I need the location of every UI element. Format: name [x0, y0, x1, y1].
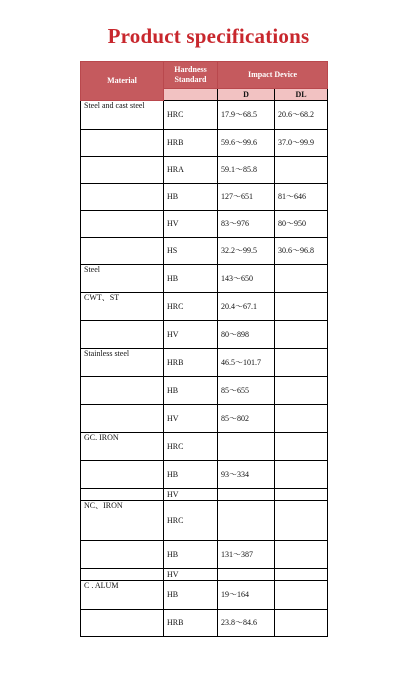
cell-impact-dl: 20.6～68.2 — [275, 101, 328, 130]
cell-hardness-standard: HV — [164, 405, 218, 433]
cell-material — [81, 157, 164, 184]
cell-material: NC、IRON — [81, 501, 164, 541]
cell-impact-d: 19～164 — [218, 581, 275, 610]
cell-impact-dl — [275, 377, 328, 405]
cell-impact-d: 85～655 — [218, 377, 275, 405]
cell-material — [81, 489, 164, 501]
cell-hardness-standard: HS — [164, 238, 218, 265]
cell-impact-d: 80～898 — [218, 321, 275, 349]
table-row — [81, 433, 328, 461]
cell-impact-dl — [275, 461, 328, 489]
cell-impact-dl — [275, 610, 328, 637]
cell-impact-dl: 30.6～96.8 — [275, 238, 328, 265]
cell-hardness-standard: HB — [164, 265, 218, 293]
cell-impact-d: 85～802 — [218, 405, 275, 433]
cell-material — [81, 377, 164, 405]
cell-material — [81, 184, 164, 211]
cell-material — [81, 610, 164, 637]
cell-hardness-standard: HRB — [164, 130, 218, 157]
table-row — [81, 461, 328, 489]
header-material: Material — [81, 62, 164, 101]
cell-impact-d: 23.8～84.6 — [218, 610, 275, 637]
cell-material: Steel and cast steel — [81, 101, 164, 130]
cell-impact-d — [218, 501, 275, 541]
cell-material — [81, 238, 164, 265]
cell-impact-dl — [275, 321, 328, 349]
cell-impact-d: 127～651 — [218, 184, 275, 211]
cell-material: C . ALUM — [81, 581, 164, 610]
cell-impact-dl — [275, 157, 328, 184]
table-row — [81, 541, 328, 569]
cell-impact-d: 59.6～99.6 — [218, 130, 275, 157]
table-row — [81, 405, 328, 433]
cell-impact-d: 32.2～99.5 — [218, 238, 275, 265]
cell-hardness-standard: HRC — [164, 101, 218, 130]
cell-hardness-standard: HRB — [164, 349, 218, 377]
cell-hardness-standard: HRB — [164, 610, 218, 637]
cell-hardness-standard: HB — [164, 541, 218, 569]
cell-hardness-standard: HV — [164, 211, 218, 238]
cell-impact-d — [218, 489, 275, 501]
table-row — [81, 489, 328, 501]
cell-impact-d — [218, 569, 275, 581]
cell-material — [81, 405, 164, 433]
table-row — [81, 321, 328, 349]
cell-impact-d: 20.4～67.1 — [218, 293, 275, 321]
cell-impact-d — [218, 433, 275, 461]
cell-hardness-standard: HRC — [164, 433, 218, 461]
table-row — [81, 184, 328, 211]
cell-material: Steel — [81, 265, 164, 293]
table-header-row — [81, 62, 328, 89]
cell-impact-dl — [275, 433, 328, 461]
cell-material — [81, 461, 164, 489]
table-row — [81, 265, 328, 293]
table-row — [81, 569, 328, 581]
cell-hardness-standard: HV — [164, 569, 218, 581]
table-row — [81, 157, 328, 184]
cell-impact-dl — [275, 501, 328, 541]
cell-impact-d: 131～387 — [218, 541, 275, 569]
cell-hardness-standard: HRC — [164, 501, 218, 541]
cell-impact-d: 59.1～85.8 — [218, 157, 275, 184]
cell-material — [81, 321, 164, 349]
cell-material: CWT、ST — [81, 293, 164, 321]
cell-impact-dl — [275, 265, 328, 293]
cell-material: Stainless steel — [81, 349, 164, 377]
header-impact-device: Impact Device — [218, 62, 328, 89]
cell-impact-d: 93～334 — [218, 461, 275, 489]
cell-impact-d: 143～650 — [218, 265, 275, 293]
cell-material: GC. IRON — [81, 433, 164, 461]
spec-table — [80, 61, 328, 637]
cell-material — [81, 211, 164, 238]
table-row — [81, 293, 328, 321]
cell-material — [81, 569, 164, 581]
table-row — [81, 377, 328, 405]
cell-material — [81, 541, 164, 569]
table-row — [81, 238, 328, 265]
subheader-blank — [164, 89, 218, 101]
cell-impact-d: 17.9～68.5 — [218, 101, 275, 130]
table-row — [81, 501, 328, 541]
table-row — [81, 101, 328, 130]
table-row — [81, 211, 328, 238]
cell-impact-dl — [275, 569, 328, 581]
cell-impact-d: 46.5～101.7 — [218, 349, 275, 377]
table-row — [81, 130, 328, 157]
cell-hardness-standard: HB — [164, 461, 218, 489]
cell-hardness-standard: HRA — [164, 157, 218, 184]
cell-impact-dl — [275, 293, 328, 321]
cell-impact-dl — [275, 405, 328, 433]
cell-impact-dl — [275, 489, 328, 501]
cell-material — [81, 130, 164, 157]
cell-hardness-standard: HV — [164, 321, 218, 349]
cell-impact-dl: 80～950 — [275, 211, 328, 238]
cell-impact-dl: 37.0～99.9 — [275, 130, 328, 157]
table-row — [81, 349, 328, 377]
header-dl: DL — [275, 89, 328, 101]
table-row — [81, 581, 328, 610]
cell-hardness-standard: HV — [164, 489, 218, 501]
table-row — [81, 610, 328, 637]
cell-hardness-standard: HB — [164, 581, 218, 610]
cell-impact-d: 83～976 — [218, 211, 275, 238]
cell-impact-dl: 81～646 — [275, 184, 328, 211]
header-d: D — [218, 89, 275, 101]
cell-hardness-standard: HB — [164, 184, 218, 211]
cell-impact-dl — [275, 581, 328, 610]
cell-hardness-standard: HRC — [164, 293, 218, 321]
cell-impact-dl — [275, 349, 328, 377]
page-title: Product specifications — [107, 24, 310, 48]
cell-hardness-standard: HB — [164, 377, 218, 405]
cell-impact-dl — [275, 541, 328, 569]
header-hardness-standard: Hardness Standard — [164, 62, 218, 89]
